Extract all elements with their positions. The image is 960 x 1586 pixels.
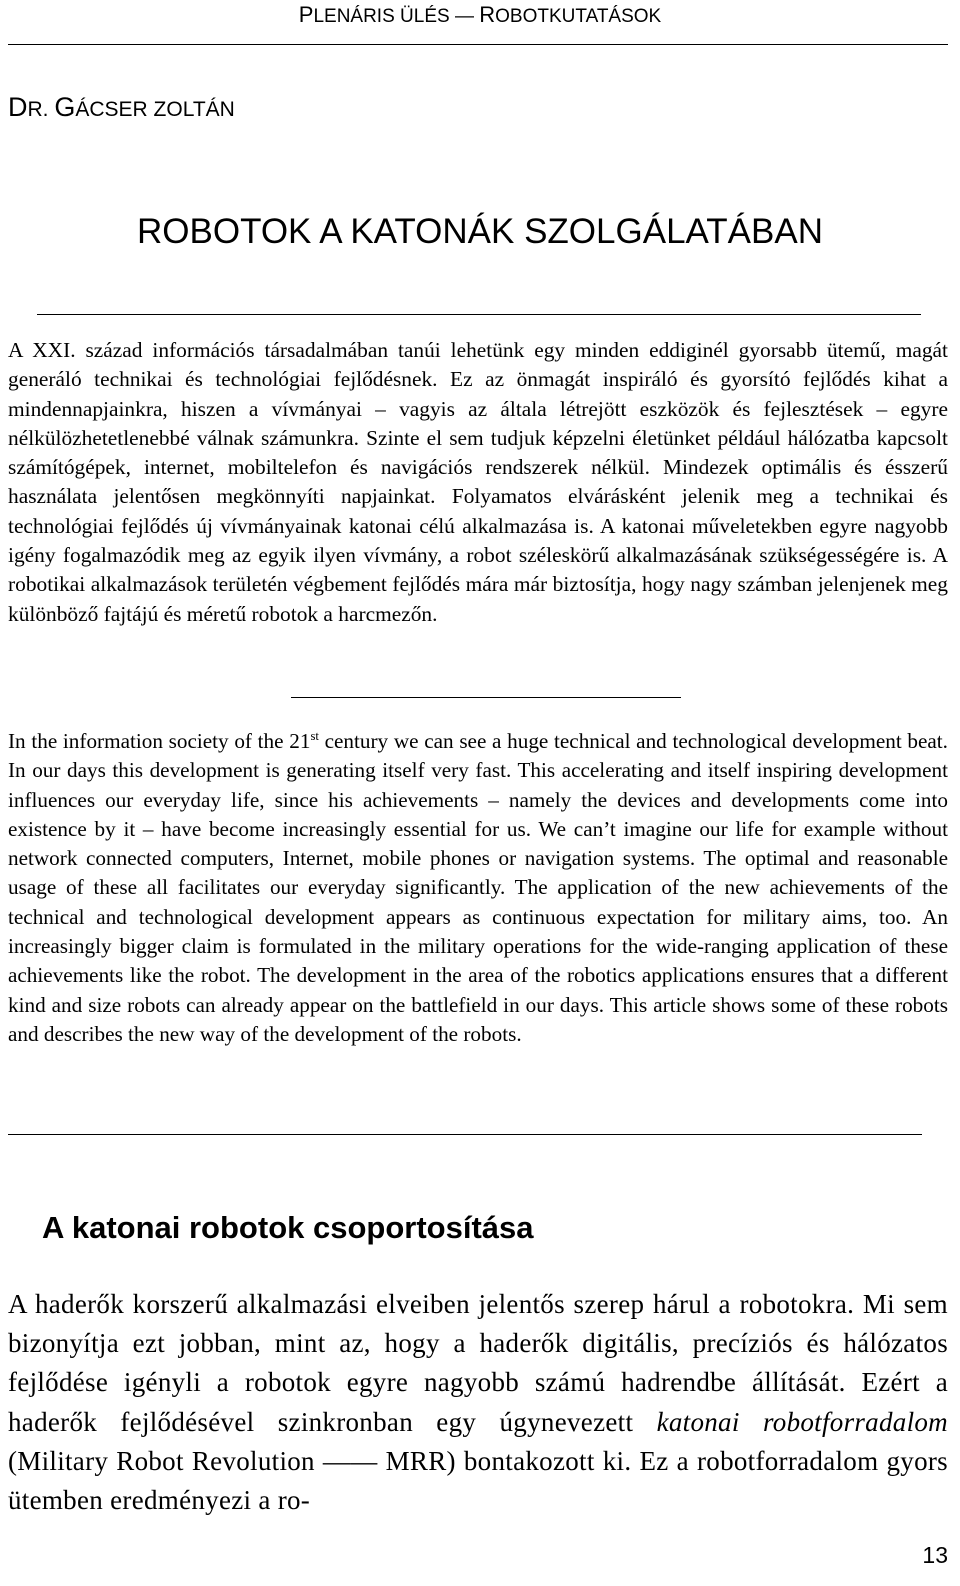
page-number: 13 <box>922 1542 948 1568</box>
body-paragraph: A haderők korszerű alkalmazási elveiben jelentős szerep hárul a robotokra. Mi sem bizonyítja ezt jobban, mint az, hogy a haderők digitális, precíziós és hálózatos fejlődése igényli a robotok egyre nagyobb számú hadrendbe állítását. Ezért a haderők fejlődésével szinkronban egy úgynevezett katonai robotforradalom (Military Robot Revolution —— MRR) bontakozott ki. Ez a robotforradalom gyors ütemben eredményezi a ro- <box>8 1289 948 1516</box>
abstract-end-rule <box>8 1134 922 1135</box>
abstract-separator-rule <box>291 697 681 698</box>
paper-title: ROBOTOK A KATONÁK SZOLGÁLATÁBAN <box>137 212 823 251</box>
title-rule <box>37 314 921 315</box>
italic-term: katonai robotforradalom <box>656 1406 948 1437</box>
abstract-hungarian: A XXI. század információs társadalmában tanúi lehetünk egy minden eddiginél gyorsabb ütemű, magát generáló technikai és technológiai fejlődésnek. Ez az önmagát inspiráló és gyorsító fejlődés kihat a mindennapjainkra, hiszen a vívmányai – vagyis az általa létrejött eszközök és fejlesztések – egyre nélkülözhetetlenebbé válnak számunkra. Szinte el sem tudjuk képzelni életünket például hálózatba kapcsolt számítógépek, internet, mobiltelefon és navigációs rendszerek nélkül. Mindezek optimális és ésszerű használata jelentősen megkönnyíti napjainkat. Folyamatos elvárásként jelenik meg a technikai és technológiai fejlődés új vívmányainak katonai célú alkalmazása is. A katonai műveletekben egyre nagyobb igény fogalmazódik meg az egyik ilyen vívmány, a robot széleskörű alkalmazásának szükségességére is. A robotikai alkalmazások területén végbement fejlődés mára már biztosítja, hogy nagy számban jelenjenek meg különböző fajtájú és méretű robotok a harcmezőn. <box>8 338 948 626</box>
section-heading: A katonai robotok csoportosítása <box>42 1210 534 1245</box>
header-rule <box>8 44 948 45</box>
author-name: DR. GÁCSER ZOLTÁN <box>8 92 235 122</box>
ordinal-superscript: st <box>310 728 319 743</box>
running-head: PLENÁRIS ÜLÉS — ROBOTKUTATÁSOK <box>298 2 662 27</box>
abstract-english: In the information society of the 21st century we can see a huge technical and technological development beat. In our days this development is generating itself very fast. This accelerating and itself inspiring development influences our everyday life, since his achievements – namely the devices and developments come into existence by it – have become increasingly essential for us. We can’t imagine our life for example without network connected computers, Internet, mobile phones or navigation systems. The optimal and reasonable usage of these all facilitates our everyday significantly. The application of the new achievements of the technical and technological development appears as continuous expectation for military aims, too. An increasingly bigger claim is formulated in the military operations for the wide-ranging application of these achievements like the robot. The development in the area of the robotics applications ensures that a different kind and size robots can already appear on the battlefield in our days. This article shows some of these robots and describes the new way of the development of the robots. <box>8 728 948 1046</box>
